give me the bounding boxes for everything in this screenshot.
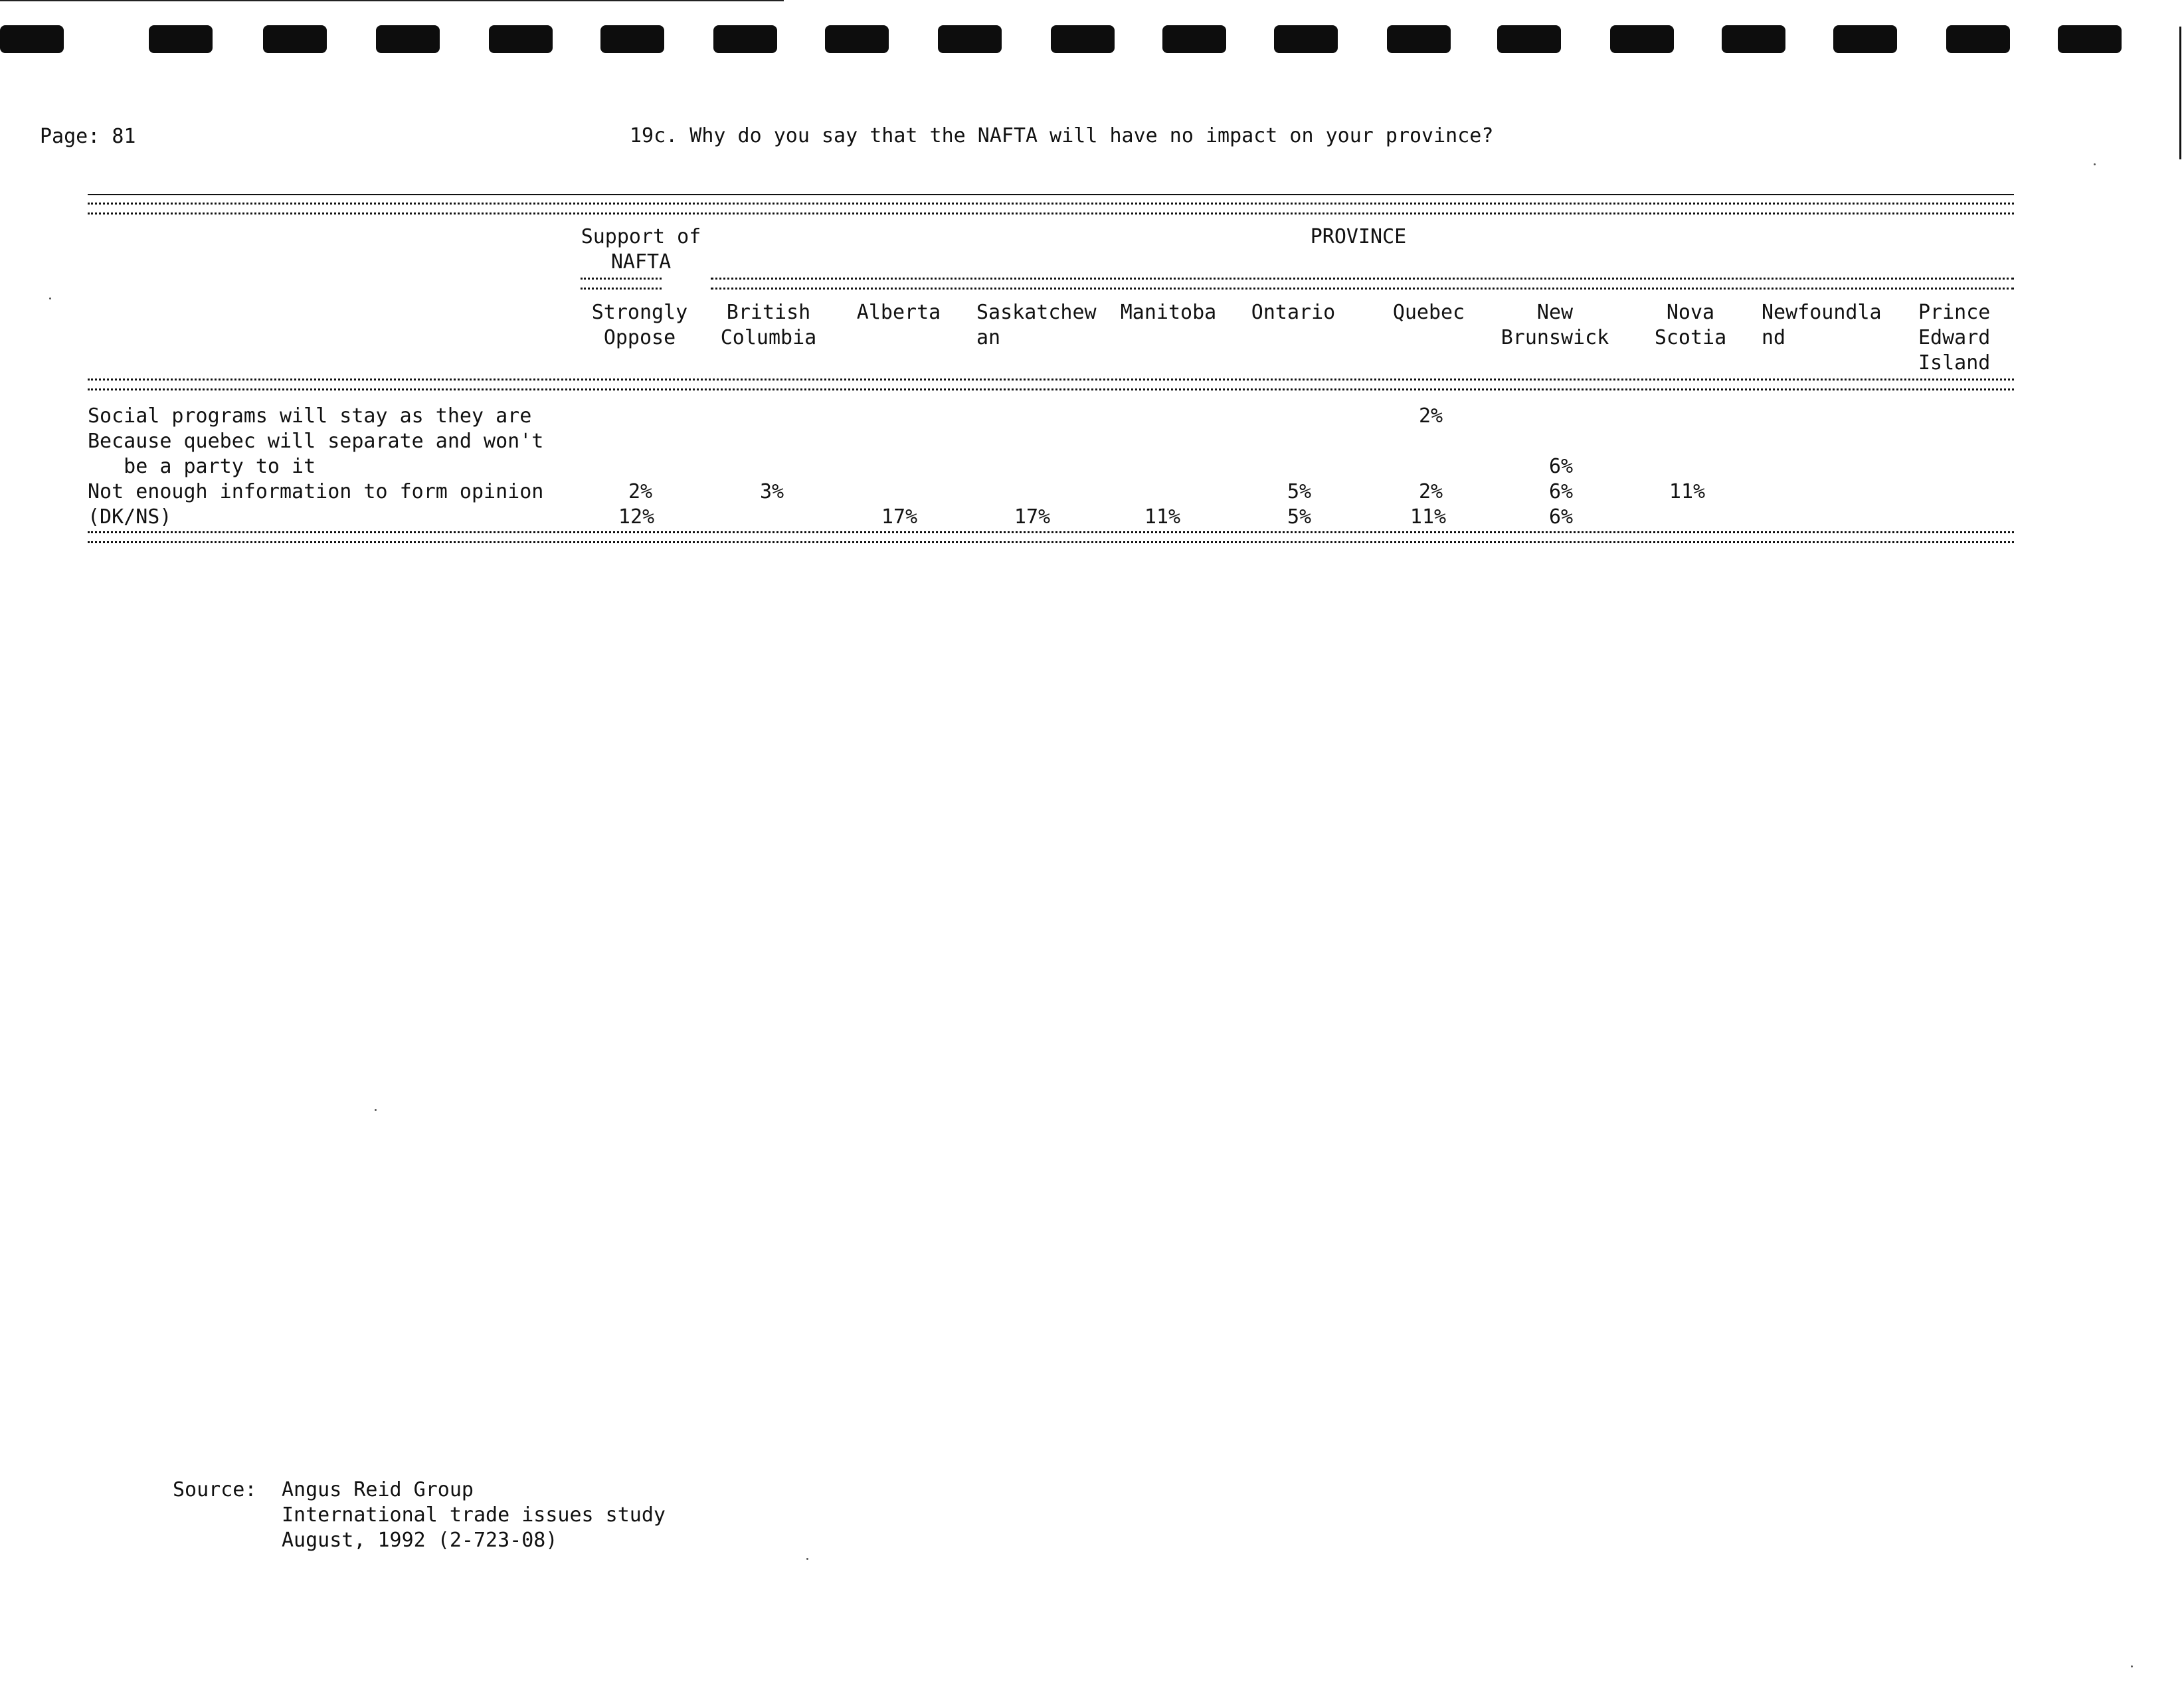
source-line-3: August, 1992 (2-723-08) <box>282 1529 558 1552</box>
perforation-hole <box>376 25 440 53</box>
column-header-quebec: Quebec <box>1392 301 1465 324</box>
cell-row2-nova-scotia: 11% <box>1669 480 1706 503</box>
row-label: Social programs will stay as they are <box>88 404 532 428</box>
column-header-saskatchewan: Saskatchew an <box>976 301 1097 349</box>
column-header-new-brunswick: New Brunswick <box>1501 301 1609 349</box>
column-header-ontario: Ontario <box>1251 301 1336 324</box>
source-line-2: International trade issues study <box>282 1503 666 1527</box>
cell-row3-ontario: 5% <box>1287 505 1312 529</box>
perforation-hole <box>1497 25 1561 53</box>
column-header-manitoba: Manitoba <box>1120 301 1217 324</box>
cell-row2-british-columbia: 3% <box>759 480 784 503</box>
source-line-1: Angus Reid Group <box>282 1478 474 1501</box>
cell-row2-quebec: 2% <box>1418 480 1443 503</box>
perforation-hole <box>825 25 889 53</box>
perforation-hole <box>1610 25 1674 53</box>
cell-row3-saskatchewan: 17% <box>1014 505 1051 529</box>
source-label: Source: <box>173 1478 257 1501</box>
perforation-hole <box>2058 25 2122 53</box>
cell-row3-strongly-oppose: 12% <box>618 505 655 529</box>
scan-speck <box>2094 163 2096 165</box>
perforation-hole <box>1387 25 1451 53</box>
cell-row1-new-brunswick: 6% <box>1548 455 1574 478</box>
perforation-hole <box>0 25 64 53</box>
perforation-hole <box>263 25 327 53</box>
row-label: (DK/NS) <box>88 505 172 529</box>
scan-speck <box>2131 1665 2133 1667</box>
cell-row2-new-brunswick: 6% <box>1548 480 1574 503</box>
perforation-hole <box>938 25 1002 53</box>
column-header-prince-edward-island: Prince Edward Island <box>1918 301 1991 375</box>
province-group-dotted-rule <box>711 278 2014 290</box>
table-top-rule <box>88 194 2014 195</box>
scan-speck <box>49 297 51 299</box>
perforation-hole <box>1162 25 1226 53</box>
cell-row2-ontario: 5% <box>1287 480 1312 503</box>
perforation-hole <box>1051 25 1115 53</box>
column-header-nova-scotia: Nova Scotia <box>1654 301 1727 349</box>
perforation-hole <box>1833 25 1897 53</box>
column-header-alberta: Alberta <box>856 301 941 324</box>
perforation-hole <box>489 25 553 53</box>
cell-row3-new-brunswick: 6% <box>1548 505 1574 529</box>
scan-speck <box>375 1109 377 1111</box>
column-header-british-columbia: British Columbia <box>720 301 817 349</box>
cell-row3-manitoba: 11% <box>1144 505 1181 529</box>
perforation-hole <box>600 25 664 53</box>
header-bottom-dotted-rule <box>88 379 2014 390</box>
question-title: 19c. Why do you say that the NAFTA will have no impact on your province? <box>630 124 1494 147</box>
scan-top-rule <box>0 0 784 1</box>
perforation-hole <box>149 25 213 53</box>
column-header-newfoundland: Newfoundla nd <box>1762 301 1882 349</box>
cell-row0-quebec: 2% <box>1418 404 1443 428</box>
perforation-hole <box>713 25 777 53</box>
row-label: Because quebec will separate and won't be a party to it <box>88 430 544 478</box>
group-header-support: Support of NAFTA <box>581 225 701 274</box>
column-header-strongly-oppose: Strongly Oppose <box>591 301 688 349</box>
row-label: Not enough information to form opinion <box>88 480 544 503</box>
table-bottom-dotted-rule <box>88 531 2014 543</box>
table-top-dotted-rule <box>88 203 2014 214</box>
cell-row3-quebec: 11% <box>1410 505 1447 529</box>
scan-speck <box>806 1558 808 1560</box>
support-group-dotted-rule <box>581 278 662 290</box>
cell-row2-strongly-oppose: 2% <box>628 480 653 503</box>
perforation-hole <box>1946 25 2010 53</box>
page-number: Page: 81 <box>40 125 136 148</box>
group-header-province: PROVINCE <box>1310 225 1407 248</box>
tractor-feed-perforations <box>0 25 2184 54</box>
perforation-hole <box>1274 25 1338 53</box>
perforation-hole <box>1722 25 1785 53</box>
cell-row3-alberta: 17% <box>881 505 918 529</box>
